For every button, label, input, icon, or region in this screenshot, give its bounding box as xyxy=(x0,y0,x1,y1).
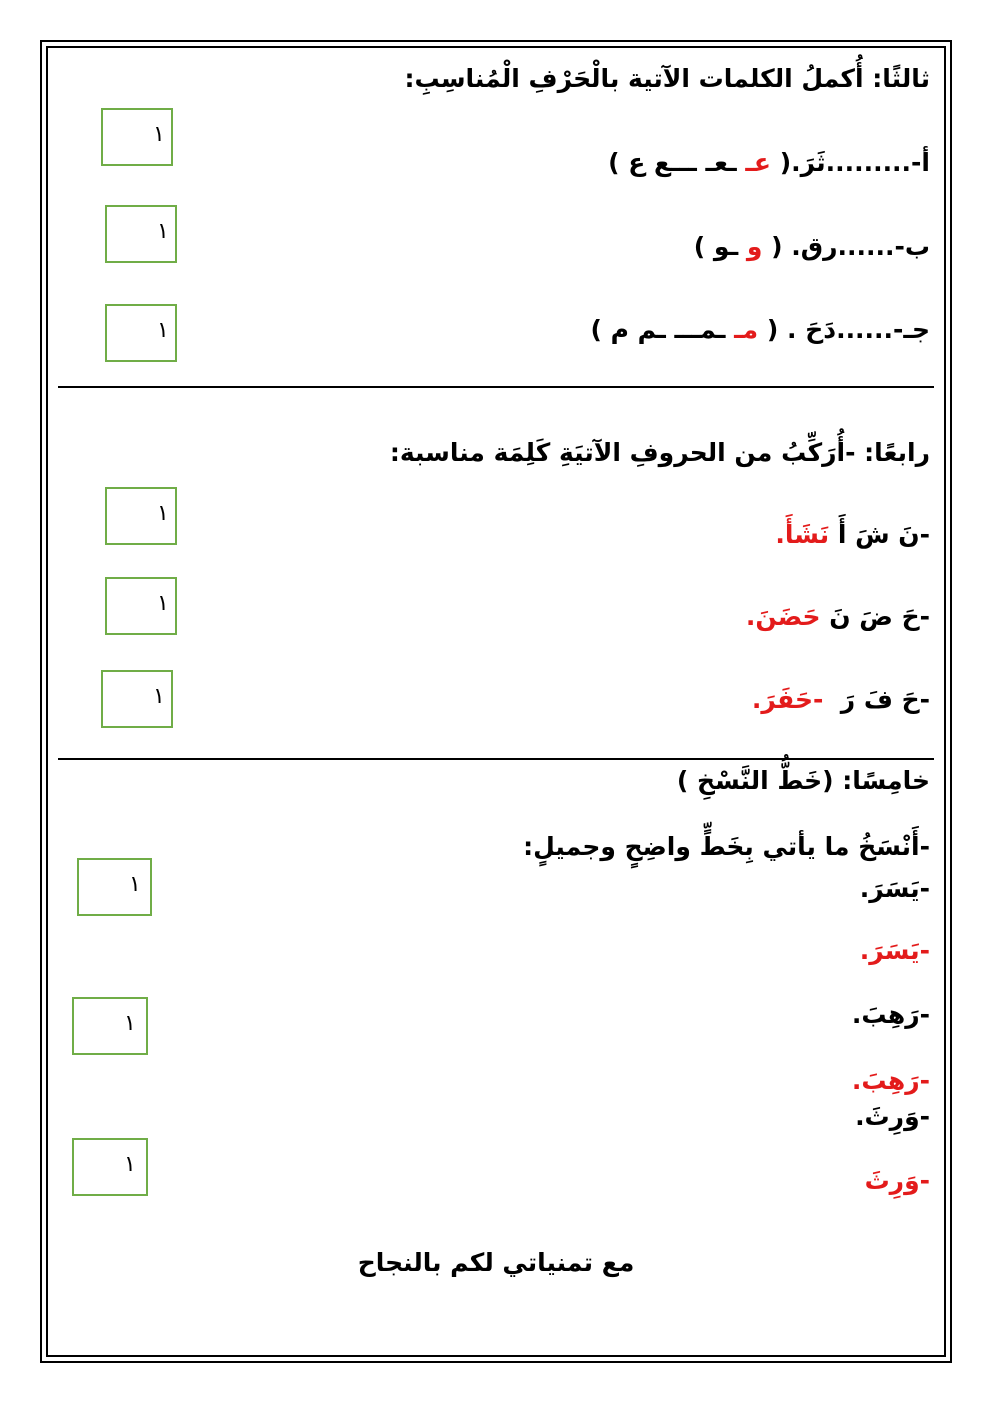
score-value: ١ xyxy=(157,501,169,526)
score-value: ١ xyxy=(157,591,169,616)
copy-answer-word: -وَرِثَ xyxy=(864,1166,930,1195)
item-answer: حَضَنَ. xyxy=(745,602,821,631)
section3-item-c xyxy=(590,313,930,347)
score-box xyxy=(101,670,173,728)
item-letters: -نَ شَ أَ xyxy=(837,520,930,549)
score-value: ١ xyxy=(157,219,169,244)
section-divider xyxy=(58,758,934,760)
copy-model-word: -رَهِبَ. xyxy=(851,1000,930,1029)
score-value: ١ xyxy=(157,318,169,343)
item-options: ـعـ ـــع ع ) xyxy=(608,148,737,177)
score-box xyxy=(72,997,148,1055)
copy-answer-word: -رَهِبَ. xyxy=(851,1066,930,1095)
section5-instruction: -أَنْسَخُ ما يأتي بِخَطٍّ واضِحٍ وجميلٍ: xyxy=(523,832,930,861)
section4-item-1 xyxy=(775,518,930,552)
score-value: ١ xyxy=(124,1152,136,1177)
item-options: ـمـــ ـم م ) xyxy=(590,315,726,344)
section4-item-2 xyxy=(746,600,930,634)
section5-title: خامِسًا: (خَطُّ النَّسْخِ ) xyxy=(676,766,930,795)
section3-item-b xyxy=(694,230,930,264)
section4-title: رابعًا: -أُرَكِّبُ من الحروفِ الآتيَةِ كَلِمَة مناسبة: xyxy=(389,438,930,467)
item-answer: عـ xyxy=(745,148,771,177)
item-answer: -حَفَرَ. xyxy=(751,685,824,714)
score-value: ١ xyxy=(153,122,165,147)
item-answer: نَشَأَ. xyxy=(775,520,830,549)
item-answer: و xyxy=(746,232,763,261)
score-box xyxy=(72,1138,148,1196)
score-box xyxy=(105,304,177,362)
section-divider xyxy=(58,386,934,388)
score-value: ١ xyxy=(124,1011,136,1036)
item-stem: أ-.........ثَرَ.( xyxy=(779,148,930,177)
section3-item-a xyxy=(608,146,930,180)
copy-answer-word: -يَسَرَ. xyxy=(859,936,930,965)
item-options: ـو ) xyxy=(693,232,739,261)
section4-item-3 xyxy=(752,683,930,717)
section3-title: ثالثًا: أُكملُ الكلمات الآتية بالْحَرْفِ الْمُناسِبِ: xyxy=(404,64,930,93)
score-box xyxy=(77,858,152,916)
item-stem: ب-......رق. ( xyxy=(771,232,930,261)
score-value: ١ xyxy=(129,872,141,897)
item-stem: جـ-......دَحَ . ( xyxy=(766,315,930,344)
score-box xyxy=(105,487,177,545)
score-value: ١ xyxy=(153,684,165,709)
score-box xyxy=(105,205,177,263)
copy-model-word: -يَسَرَ. xyxy=(859,874,930,903)
score-box xyxy=(101,108,173,166)
item-letters: -حَ ضَ نَ xyxy=(829,602,930,631)
score-box xyxy=(105,577,177,635)
item-letters: -حَ فَ رَ xyxy=(840,685,930,714)
item-answer: مـ xyxy=(734,315,759,344)
closing-message: مع تمنياتي لكم بالنجاح xyxy=(357,1248,635,1277)
copy-model-word: -وَرِثَ. xyxy=(855,1102,930,1131)
